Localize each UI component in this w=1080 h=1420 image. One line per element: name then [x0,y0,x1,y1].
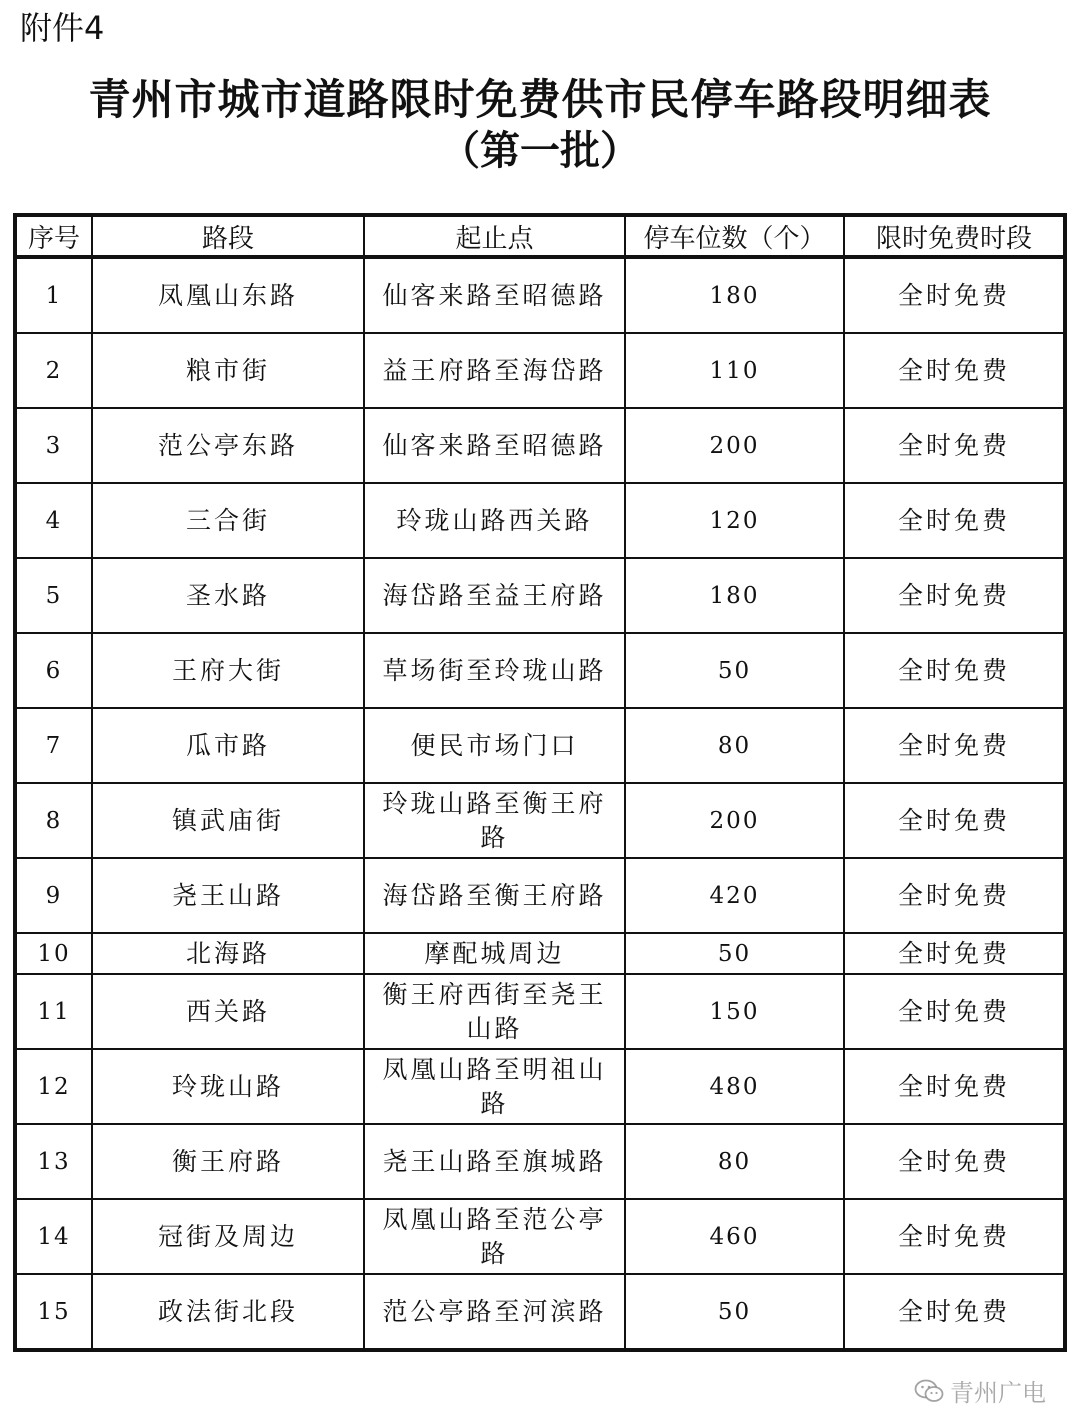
cell-number: 5 [15,558,92,633]
cell-free-time: 全时免费 [844,1049,1065,1124]
table-row [15,933,1065,974]
table-row [15,708,1065,783]
cell-spaces: 80 [625,708,844,783]
watermark [914,1373,1046,1408]
cell-free-time: 全时免费 [844,257,1065,333]
table-row [15,408,1065,483]
cell-road: 西关路 [92,974,364,1049]
cell-spaces: 50 [625,633,844,708]
cell-spaces: 50 [625,1274,844,1350]
parking-table [13,213,1067,1352]
table-row [15,1124,1065,1199]
cell-free-time: 全时免费 [844,1274,1065,1350]
watermark-text: 青州广电 [950,1379,1046,1407]
cell-range: 摩配城周边 [364,933,625,974]
cell-range: 海岱路至衡王府路 [364,858,625,933]
cell-number: 4 [15,483,92,558]
column-header-free-time: 限时免费时段 [844,215,1065,257]
cell-free-time: 全时免费 [844,783,1065,858]
cell-spaces: 480 [625,1049,844,1124]
cell-free-time: 全时免费 [844,333,1065,408]
cell-number: 15 [15,1274,92,1350]
cell-road: 北海路 [92,933,364,974]
table-row [15,1049,1065,1124]
wechat-icon [914,1378,944,1404]
cell-number: 6 [15,633,92,708]
cell-spaces: 110 [625,333,844,408]
cell-road: 范公亭东路 [92,408,364,483]
cell-number: 1 [15,257,92,333]
cell-free-time: 全时免费 [844,708,1065,783]
cell-spaces: 180 [625,558,844,633]
page-subtitle: （第一批） [440,128,640,174]
table-row [15,1274,1065,1350]
table-row [15,333,1065,408]
cell-road: 镇武庙街 [92,783,364,858]
table-row [15,257,1065,333]
cell-road: 瓜市路 [92,708,364,783]
cell-road: 玲珑山路 [92,1049,364,1124]
cell-range: 仙客来路至昭德路 [364,257,625,333]
cell-number: 8 [15,783,92,858]
cell-number: 3 [15,408,92,483]
cell-spaces: 150 [625,974,844,1049]
cell-free-time: 全时免费 [844,858,1065,933]
column-header-spaces: 停车位数（个） [625,215,844,257]
cell-road: 冠街及周边 [92,1199,364,1274]
cell-road: 衡王府路 [92,1124,364,1199]
column-header-range: 起止点 [364,215,625,257]
cell-range: 凤凰山路至范公亭路 [364,1199,625,1274]
cell-spaces: 200 [625,408,844,483]
table-header-row [15,215,1065,257]
cell-number: 9 [15,858,92,933]
cell-number: 11 [15,974,92,1049]
cell-number: 7 [15,708,92,783]
cell-range: 尧王山路至旗城路 [364,1124,625,1199]
column-header-number: 序号 [15,215,92,257]
page-title: 青州市城市道路限时免费供市民停车路段明细表 [88,75,992,124]
cell-spaces: 50 [625,933,844,974]
table-row [15,558,1065,633]
cell-spaces: 460 [625,1199,844,1274]
table-row [15,783,1065,858]
cell-number: 2 [15,333,92,408]
cell-free-time: 全时免费 [844,933,1065,974]
cell-road: 王府大街 [92,633,364,708]
cell-range: 海岱路至益王府路 [364,558,625,633]
cell-spaces: 80 [625,1124,844,1199]
cell-range: 凤凰山路至明祖山路 [364,1049,625,1124]
cell-range: 益王府路至海岱路 [364,333,625,408]
cell-range: 衡王府西街至尧王山路 [364,974,625,1049]
cell-number: 14 [15,1199,92,1274]
cell-number: 10 [15,933,92,974]
cell-free-time: 全时免费 [844,483,1065,558]
attachment-label: 附件4 [20,9,105,47]
cell-range: 草场街至玲珑山路 [364,633,625,708]
table-row [15,974,1065,1049]
cell-number: 12 [15,1049,92,1124]
table-row [15,633,1065,708]
cell-road: 三合街 [92,483,364,558]
column-header-road: 路段 [92,215,364,257]
cell-free-time: 全时免费 [844,558,1065,633]
table-row [15,483,1065,558]
cell-range: 玲珑山路西关路 [364,483,625,558]
table-row [15,1199,1065,1274]
cell-free-time: 全时免费 [844,408,1065,483]
cell-range: 玲珑山路至衡王府路 [364,783,625,858]
cell-range: 仙客来路至昭德路 [364,408,625,483]
cell-spaces: 180 [625,257,844,333]
cell-free-time: 全时免费 [844,633,1065,708]
cell-spaces: 420 [625,858,844,933]
cell-free-time: 全时免费 [844,1124,1065,1199]
cell-road: 圣水路 [92,558,364,633]
cell-road: 政法街北段 [92,1274,364,1350]
cell-free-time: 全时免费 [844,974,1065,1049]
table-row [15,858,1065,933]
cell-number: 13 [15,1124,92,1199]
cell-free-time: 全时免费 [844,1199,1065,1274]
cell-spaces: 200 [625,783,844,858]
cell-range: 范公亭路至河滨路 [364,1274,625,1350]
cell-road: 凤凰山东路 [92,257,364,333]
cell-range: 便民市场门口 [364,708,625,783]
cell-road: 尧王山路 [92,858,364,933]
cell-road: 粮市街 [92,333,364,408]
cell-spaces: 120 [625,483,844,558]
